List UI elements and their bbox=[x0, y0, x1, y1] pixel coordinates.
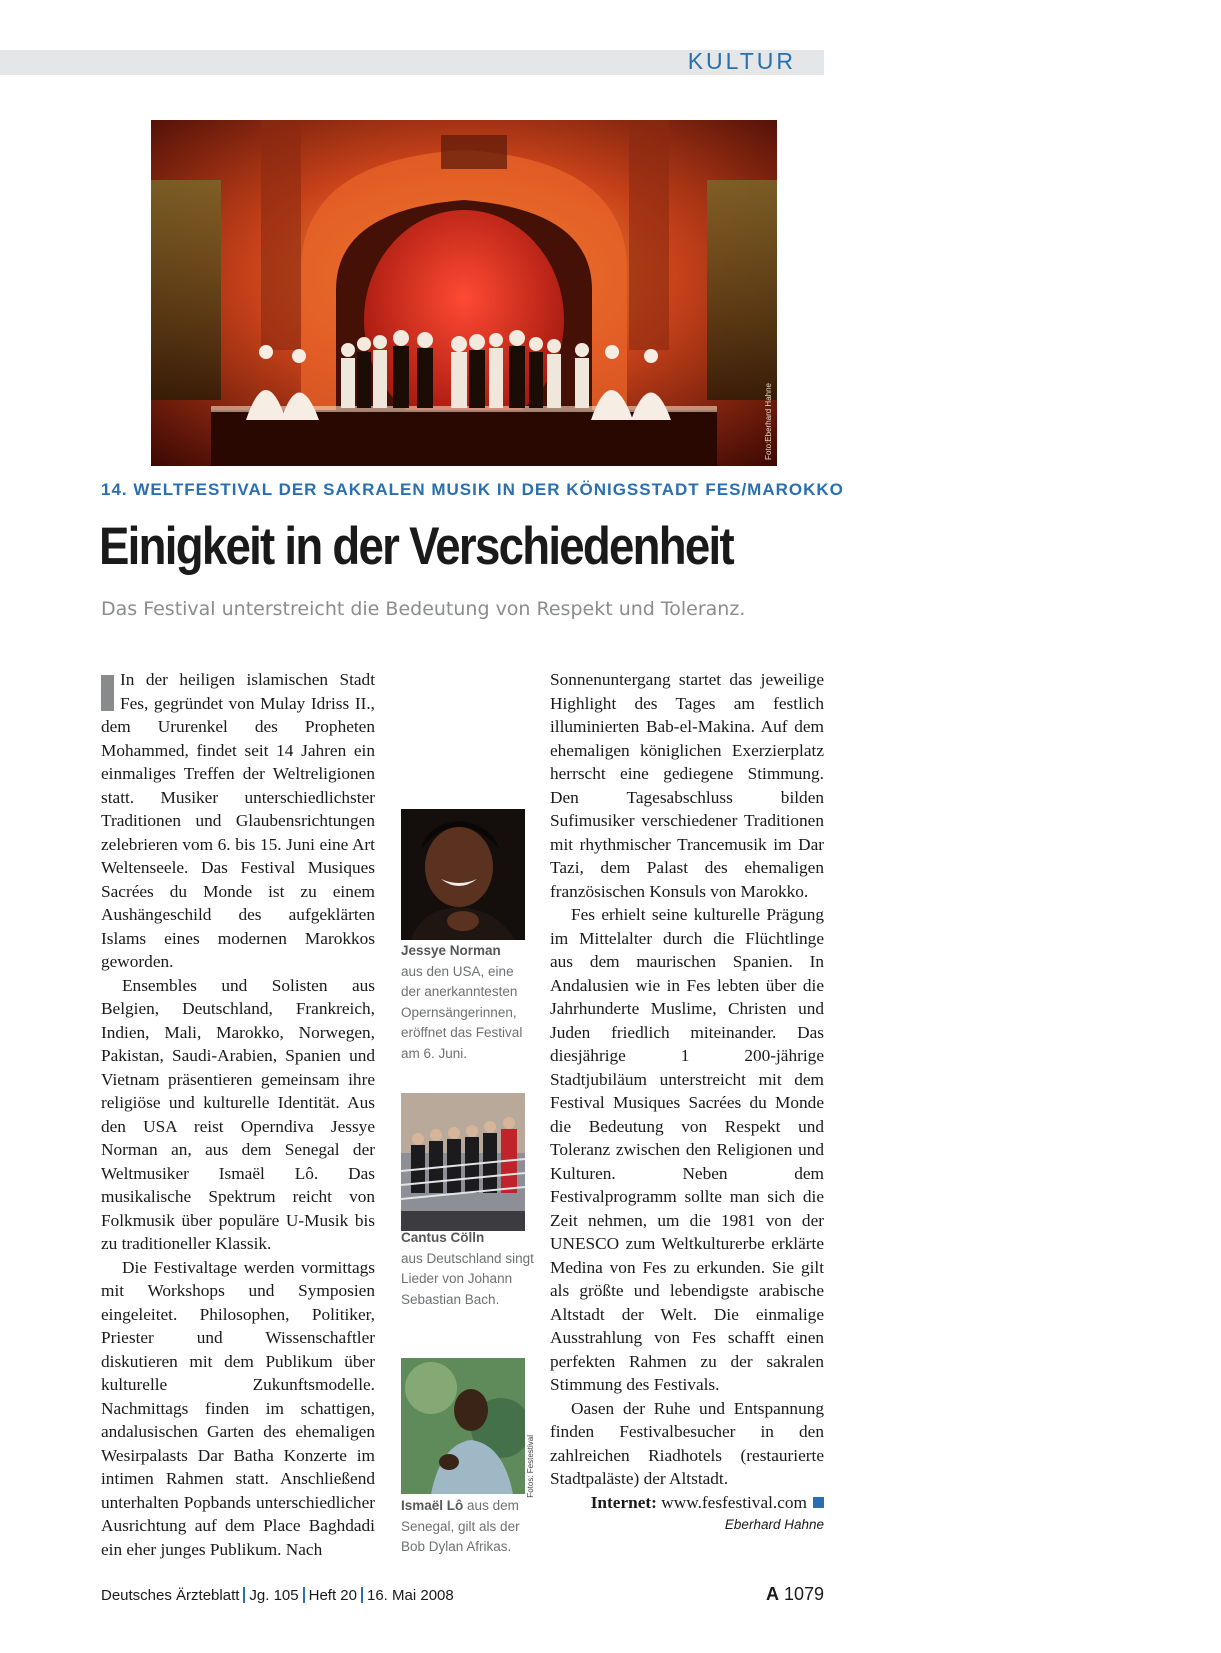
drop-cap-marker bbox=[101, 675, 114, 711]
internet-link[interactable]: www.fesfestival.com bbox=[661, 1492, 807, 1512]
internet-line bbox=[550, 1491, 824, 1515]
photo-ismael-lo-illustration bbox=[401, 1358, 525, 1494]
photo-cantus-colln bbox=[401, 1093, 525, 1231]
footer-volume: Jg. 105 bbox=[249, 1587, 299, 1604]
photo-caption bbox=[401, 1496, 536, 1558]
photo-cantus-colln-illustration bbox=[401, 1093, 525, 1231]
caption-text: aus den USA, eine der anerkanntesten Opernsängerinnen, eröffnet das Festival am 6. Juni. bbox=[401, 963, 523, 1061]
photo-caption bbox=[401, 1228, 536, 1310]
page-number-prefix: A bbox=[765, 1584, 779, 1604]
footer-journal: Deutsches Ärzteblatt bbox=[101, 1587, 240, 1604]
article-paragraph-text: In der heiligen islamischen Stadt Fes, gegründet von Mulay Idriss II., dem Ururenkel des Propheten Mohammed, findet seit 14 Jahren ein einmaliges Treffen der Weltreligionen statt. Musiker unterschiedlichster Traditionen und Glaubensrichtungen zelebrieren vom 6. bis 15. Juni eine Art Weltenseele. Das Festival Musiques Sacrées du Monde ist zu einem Aushängeschild des aufgeklärten Islams eines modernen Marokkos geworden. bbox=[101, 670, 375, 971]
article-column-left bbox=[101, 668, 375, 1561]
article-kicker: 14. WELTFESTIVAL DER SAKRALEN MUSIK IN DER KÖNIGSSTADT FES/MAROKKO bbox=[101, 480, 844, 499]
caption-name: Cantus Cölln bbox=[401, 1230, 485, 1245]
article-paragraph: Ensembles und Solisten aus Belgien, Deutschland, Frankreich, Indien, Mali, Marokko, Norwegen, Pakistan, Saudi-Arabien, Spanien und Vietnam präsentieren gemeinsam ihre religiöse und kulturelle Identität. Aus den USA reist Operndiva Jessye Norman an, aus dem Senegal der Weltmusiker Ismaël Lô. Das musikalische Spektrum reicht von Folkmusik über populäre U-Musik bis zu traditioneller Klassik. bbox=[101, 975, 375, 1253]
hero-photo-illustration bbox=[151, 120, 777, 466]
article-paragraph bbox=[101, 668, 375, 974]
photo-jessye-norman bbox=[401, 809, 525, 940]
hero-photo bbox=[151, 120, 777, 466]
caption-name: Ismaël Lô bbox=[401, 1498, 464, 1513]
page-number-value: 1079 bbox=[783, 1584, 824, 1604]
footer-issue: Heft 20 bbox=[308, 1587, 357, 1604]
article-headline: Einigkeit in der Verschiedenheit bbox=[99, 517, 733, 576]
footer-separator bbox=[303, 1587, 305, 1603]
caption-name: Jessye Norman bbox=[401, 943, 501, 958]
article-subline: Das Festival unterstreicht die Bedeutung von Respekt und Toleranz. bbox=[101, 598, 746, 620]
article-column-right bbox=[550, 668, 824, 1536]
article-paragraph: Oasen der Ruhe und Entspannung finden Festivalbesucher in den zahlreichen Riadhotels (restaurierte Stadtpaläste) der Altstadt. bbox=[550, 1398, 824, 1488]
footer-separator bbox=[361, 1587, 363, 1603]
section-header-bar bbox=[0, 50, 824, 75]
footer-date: 16. Mai 2008 bbox=[367, 1587, 454, 1604]
article-paragraph: Fes erhielt seine kulturelle Prägung im Mittelalter durch die Flüchtlinge aus dem maurischen Spanien. In Andalusien wie in Fes lebten über die Jahrhunderte Muslime, Christen und Juden friedlich miteinander. Das diesjährige 1 200-jährige Stadtjubiläum unterstreicht mit dem Festival Musiques Sacrées du Monde die Bedeutung von Respekt und Toleranz zwischen den Religionen und Kulturen. Neben dem Festivalprogramm sollte man sich die Zeit nehmen, um die 1981 von der UNESCO zum Weltkulturerbe erklärte Medina von Fes zu erkunden. Sie gilt als größte und lebendigste arabische Altstadt der Welt. Die einmalige Ausstrahlung von Fes schafft einen perfekten Rahmen zu der sakralen Stimmung des Festivals. bbox=[550, 905, 824, 1394]
article-paragraph: Sonnenuntergang startet das jeweilige Highlight des Tages am festlich illuminierten Bab-el-Makina. Auf dem ehemaligen königlichen Exerzierplatz herrscht eine gediegene Stimmung. Den Tagesabschluss bilden Sufimusiker verschiedener Traditionen mit rhythmischer Trancemusik im Dar Tazi, dem Palast des ehemaligen französischen Konsuls von Marokko. bbox=[550, 670, 824, 901]
internet-label: Internet: bbox=[590, 1492, 657, 1512]
photo-jessye-norman-illustration bbox=[401, 809, 525, 940]
hero-photo-credit: Foto:Eberhard Hahne bbox=[764, 383, 773, 460]
caption-text: aus Deutschland singt Lieder von Johann Sebastian Bach. bbox=[401, 1250, 534, 1307]
sidebar-photo-credit: Fotos: Festestival bbox=[526, 1435, 535, 1498]
photo-caption bbox=[401, 941, 536, 1064]
page-footer bbox=[101, 1587, 454, 1604]
photo-ismael-lo bbox=[401, 1358, 525, 1494]
section-label: KULTUR bbox=[687, 48, 796, 74]
footer-separator bbox=[243, 1587, 245, 1603]
caption-text: aus dem Senegal, gilt als der Bob Dylan Afrikas. bbox=[401, 1498, 520, 1554]
article-author: Eberhard Hahne bbox=[724, 1517, 824, 1532]
page-number bbox=[766, 1584, 824, 1605]
end-mark-square bbox=[813, 1497, 824, 1508]
article-paragraph: Die Festivaltage werden vormittags mit Workshops und Symposien eingeleitet. Philosophen, Politiker, Priester und Wissenschaftler diskutieren mit dem Publikum über kulturelle Zukunftsmodelle. Nachmittags finden im schattigen, andalusischen Garten des ehemaligen Wesirpalasts Dar Batha Konzerte im intimen Rahmen statt. Anschließend unterhalten Popbands unterschiedlicher Ausrichtung auf dem Place Baghdadi ein eher junges Publikum. Nach bbox=[101, 1257, 375, 1559]
